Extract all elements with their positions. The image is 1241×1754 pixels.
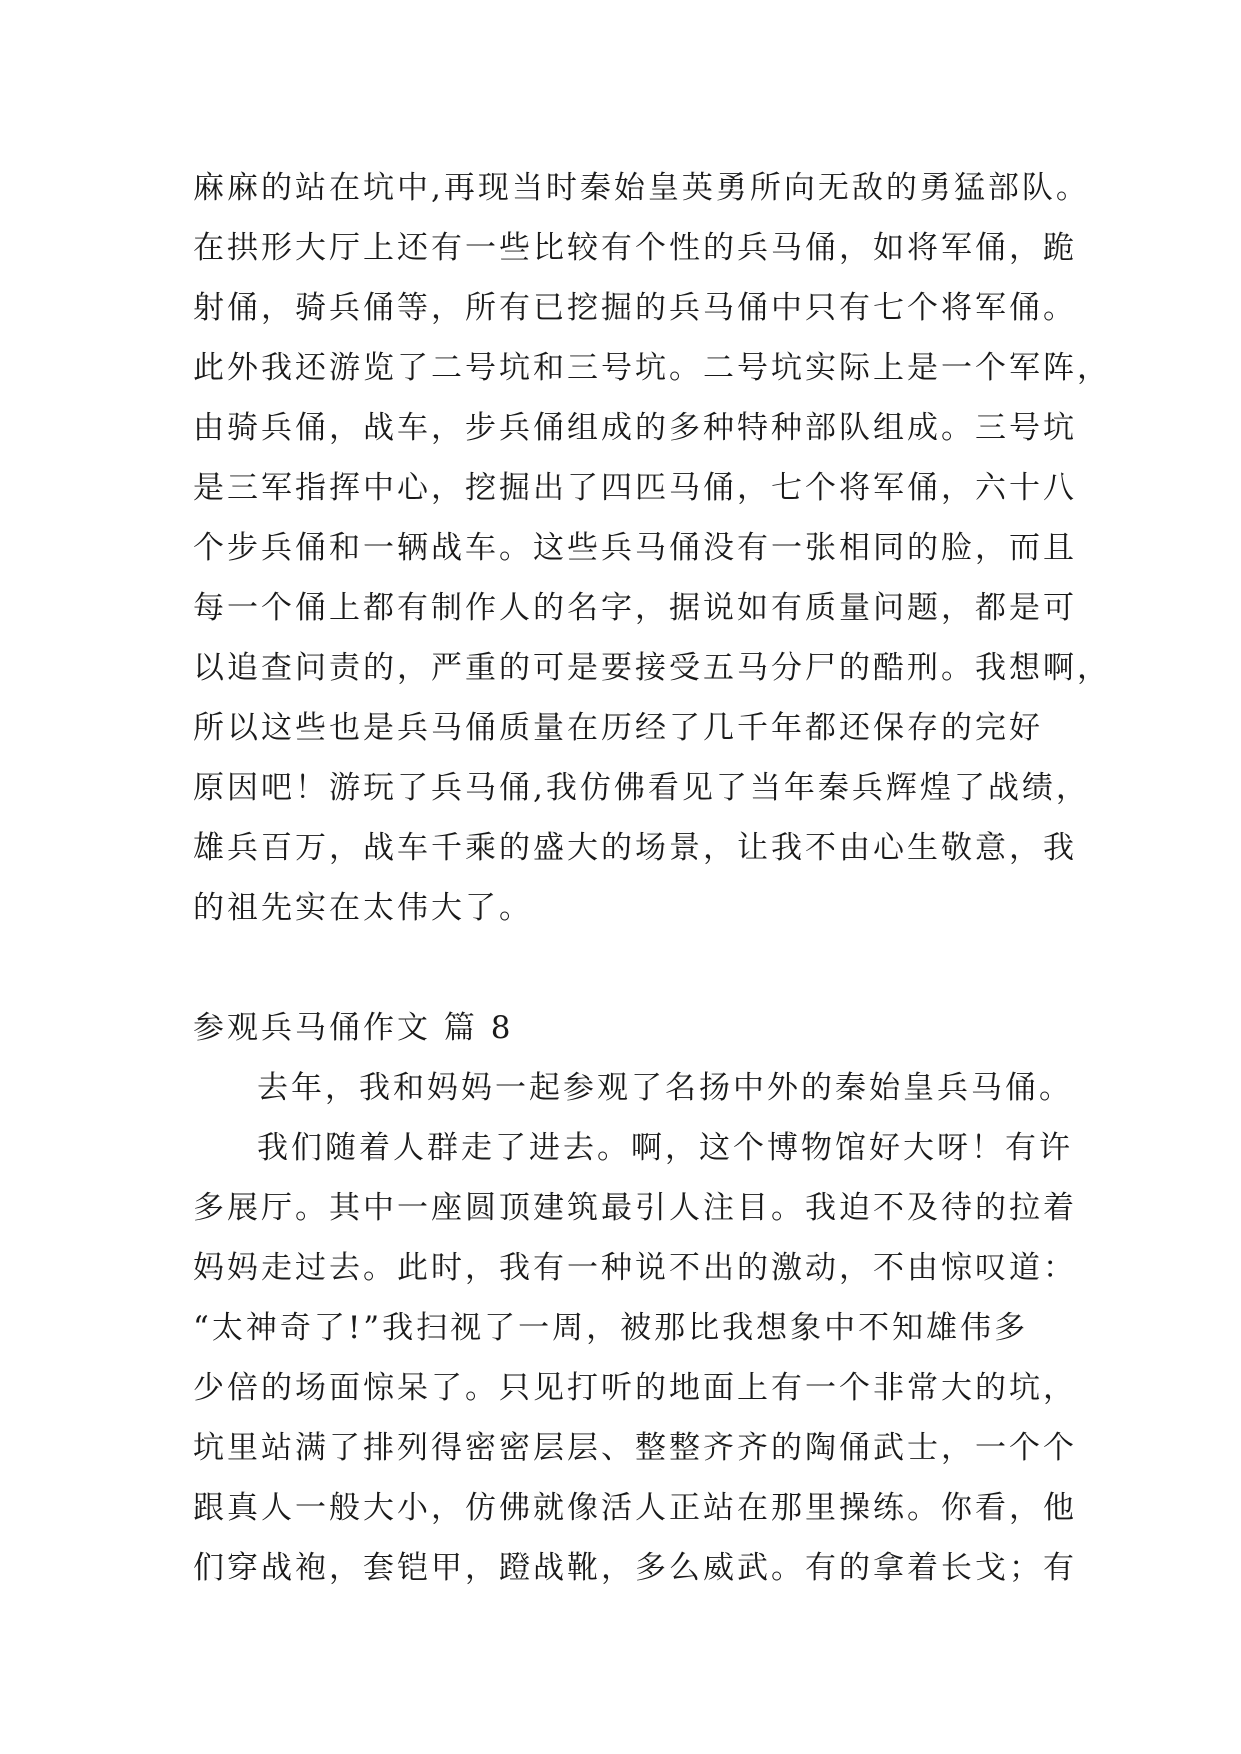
- text-line: 麻麻的站在坑中,再现当时秦始皇英勇所向无敌的勇猛部队。: [193, 170, 1090, 206]
- paragraph-1: [193, 1058, 1073, 1118]
- text-line: 跟真人一般大小，仿佛就像活人正站在那里操练。你看，他: [193, 1490, 1077, 1526]
- text-line: 是三军指挥中心，挖掘出了四匹马俑，七个将军俑，六十八: [193, 470, 1077, 506]
- paragraph-2: [193, 1118, 1077, 1598]
- text-line: 以追查问责的，严重的可是要接受五马分尸的酷刑。我想啊，: [193, 650, 1111, 686]
- text-line: 们穿战袍，套铠甲，蹬战靴，多么威武。有的拿着长戈；有: [193, 1550, 1077, 1586]
- text-line: 少倍的场面惊呆了。只见打听的地面上有一个非常大的坑，: [193, 1370, 1077, 1406]
- text-line: 个步兵俑和一辆战车。这些兵马俑没有一张相同的脸，而且: [193, 530, 1077, 566]
- section-title: 参观兵马俑作文 篇 8: [193, 1010, 514, 1046]
- text-line: 由骑兵俑，战车，步兵俑组成的多种特种部队组成。三号坑: [193, 410, 1077, 446]
- text-line: 我们随着人群走了进去。啊，这个博物馆好大呀！有许: [257, 1130, 1073, 1166]
- paragraph-spacer: [193, 938, 1073, 998]
- text-line: 坑里站满了排列得密密层层、整整齐齐的陶俑武士，一个个: [193, 1430, 1077, 1466]
- text-line: 妈妈走过去。此时，我有一种说不出的激动，不由惊叹道：: [193, 1250, 1077, 1286]
- continuation-paragraph: [193, 158, 1111, 938]
- text-line: 去年，我和妈妈一起参观了名扬中外的秦始皇兵马俑。: [257, 1070, 1073, 1106]
- text-line: 多展厅。其中一座圆顶建筑最引人注目。我迫不及待的拉着: [193, 1190, 1077, 1226]
- text-line: 此外我还游览了二号坑和三号坑。二号坑实际上是一个军阵，: [193, 350, 1111, 386]
- text-line: 的祖先实在太伟大了。: [193, 890, 533, 926]
- text-line: 所以这些也是兵马俑质量在历经了几千年都还保存的完好: [193, 710, 1043, 746]
- text-line: 雄兵百万，战车千乘的盛大的场景，让我不由心生敬意，我: [193, 830, 1077, 866]
- text-line: 在拱形大厅上还有一些比较有个性的兵马俑，如将军俑，跪: [193, 230, 1077, 266]
- document-body: [193, 158, 1111, 1598]
- text-line: 原因吧！游玩了兵马俑,我仿佛看见了当年秦兵辉煌了战绩，: [193, 770, 1090, 806]
- text-line: 每一个俑上都有制作人的名字，据说如有质量问题，都是可: [193, 590, 1077, 626]
- text-line: “太神奇了!”我扫视了一周，被那比我想象中不知雄伟多: [193, 1310, 1029, 1346]
- text-line: 射俑，骑兵俑等，所有已挖掘的兵马俑中只有七个将军俑。: [193, 290, 1077, 326]
